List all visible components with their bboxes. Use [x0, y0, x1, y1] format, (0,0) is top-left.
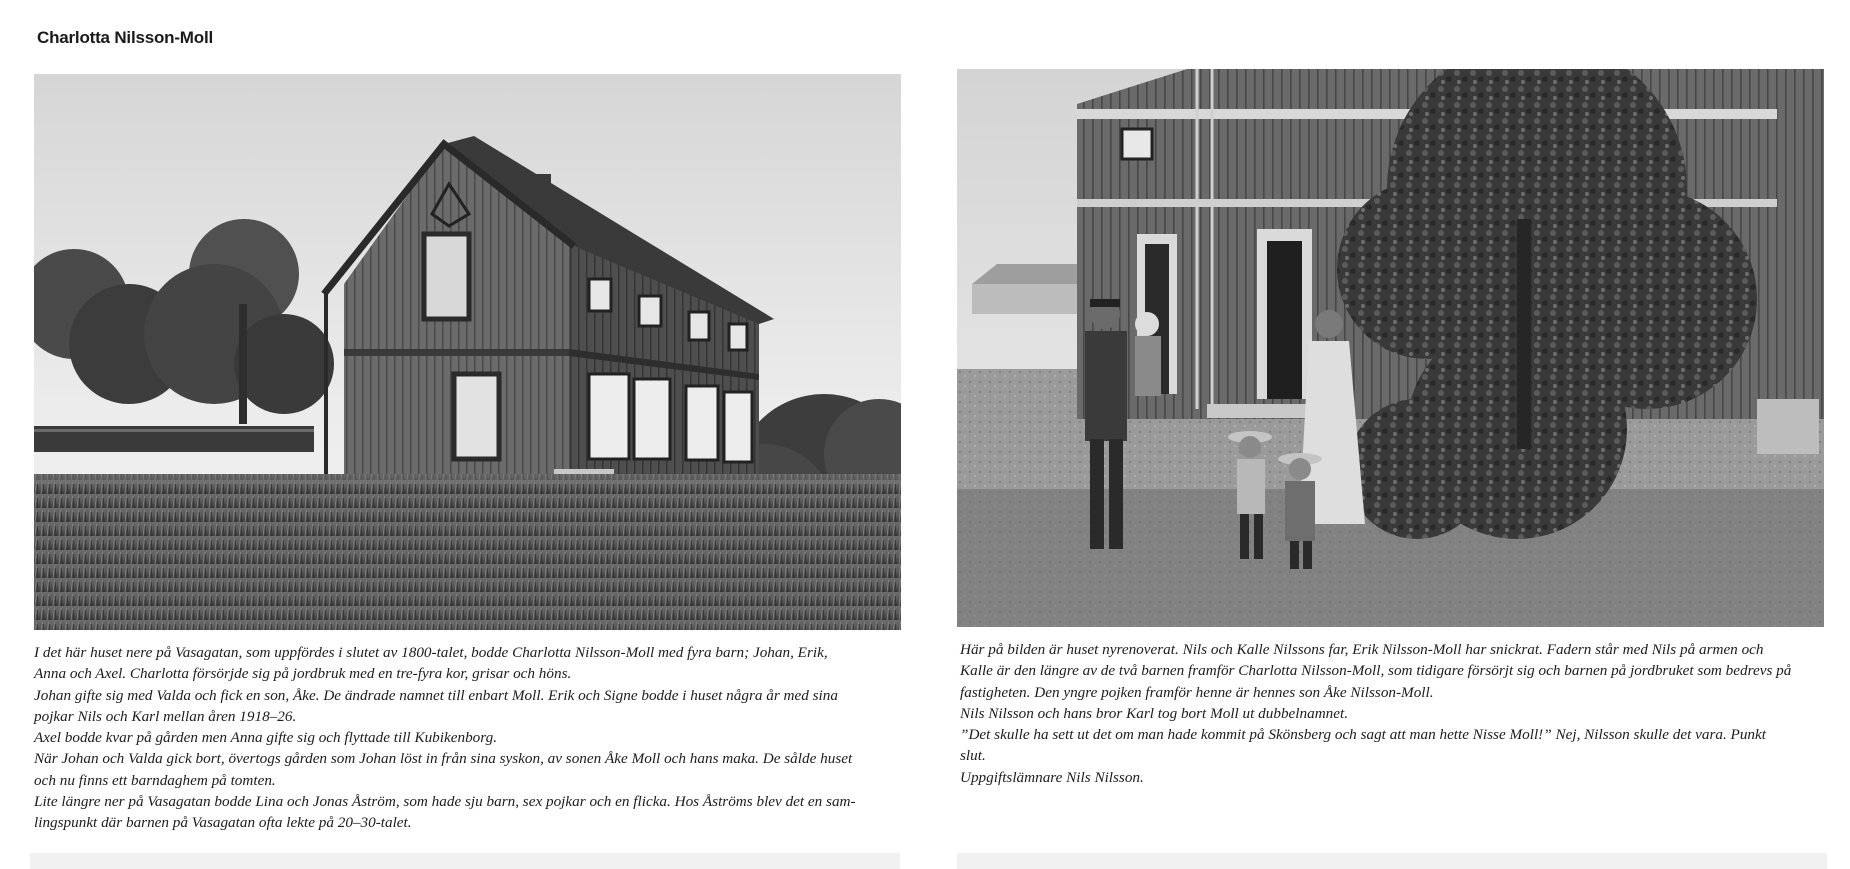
next-photo-edge-left: [30, 853, 900, 869]
caption-line: Anna och Axel. Charlotta försörjde sig på jordbruk med en tre-fyra kor, grisar och höns.: [34, 665, 572, 683]
family-photo-drawing: [957, 69, 1824, 627]
caption-line: Här på bilden är huset nyrenoverat. Nils och Kalle Nilssons far, Erik Nilsson-Moll har snickrat. Fadern står med Nils på armen och: [960, 641, 1764, 658]
caption-line: Lite längre ner på Vasagatan bodde Lina och Jonas Åström, som hade sju barn, sex pojkar och en flicka. Hos Åströms blev det en sam-: [34, 793, 856, 811]
left-caption: [34, 642, 904, 834]
caption-line: Uppgiftslämnare Nils Nilsson.: [960, 768, 1144, 786]
caption-line: Johan gifte sig med Valda och fick en son, Åke. De ändrade namnet till enbart Moll. Erik och Signe bodde i huset några år med sina: [34, 686, 838, 704]
caption-line: och nu finns ett barndaghem på tomten.: [34, 771, 276, 789]
right-caption: [960, 639, 1826, 788]
family-photo: [957, 69, 1824, 627]
caption-line: lingspunkt där barnen på Vasagatan ofta lekte på 20–30-talet.: [34, 814, 412, 832]
caption-line: Nils Nilsson och hans bror Karl tog bort Moll ut dubbelnamnet.: [960, 704, 1349, 722]
page-title: Charlotta Nilsson-Moll: [37, 28, 213, 47]
caption-line: När Johan och Valda gick bort, övertogs gården som Johan löst in från sina syskon, av sonen Åke Moll och hans maka. De sålde huset: [34, 750, 853, 768]
caption-line: ”Det skulle ha sett ut det om man hade kommit på Skönsberg och sagt att man hette Nisse Moll!” Nej, Nilsson skulle det vara. Punkt: [960, 726, 1766, 744]
caption-line: Kalle är den längre av de två barnen framför Charlotta Nilsson-Moll, som tidigare försörjt sig och barnen på jordbruket som bedrevs på: [960, 662, 1792, 680]
caption-line: fastigheten. Den yngre pojken framför henne är hennes son Åke Nilsson-Moll.: [960, 683, 1434, 701]
fence: [34, 426, 314, 452]
house-photo: [34, 74, 901, 630]
caption-line: I det här huset nere på Vasagatan, som uppfördes i slutet av 1800-talet, bodde Charlotta Nilsson-Moll med fyra barn; Johan, Erik,: [34, 644, 828, 661]
caption-line: Axel bodde kvar på gården men Anna gifte sig och flyttade till Kubikenborg.: [34, 729, 497, 747]
house-photo-drawing: [34, 74, 901, 630]
caption-line: pojkar Nils och Karl mellan åren 1918–26.: [34, 707, 297, 725]
caption-line: slut.: [960, 747, 986, 765]
next-photo-edge-right: [957, 853, 1827, 869]
